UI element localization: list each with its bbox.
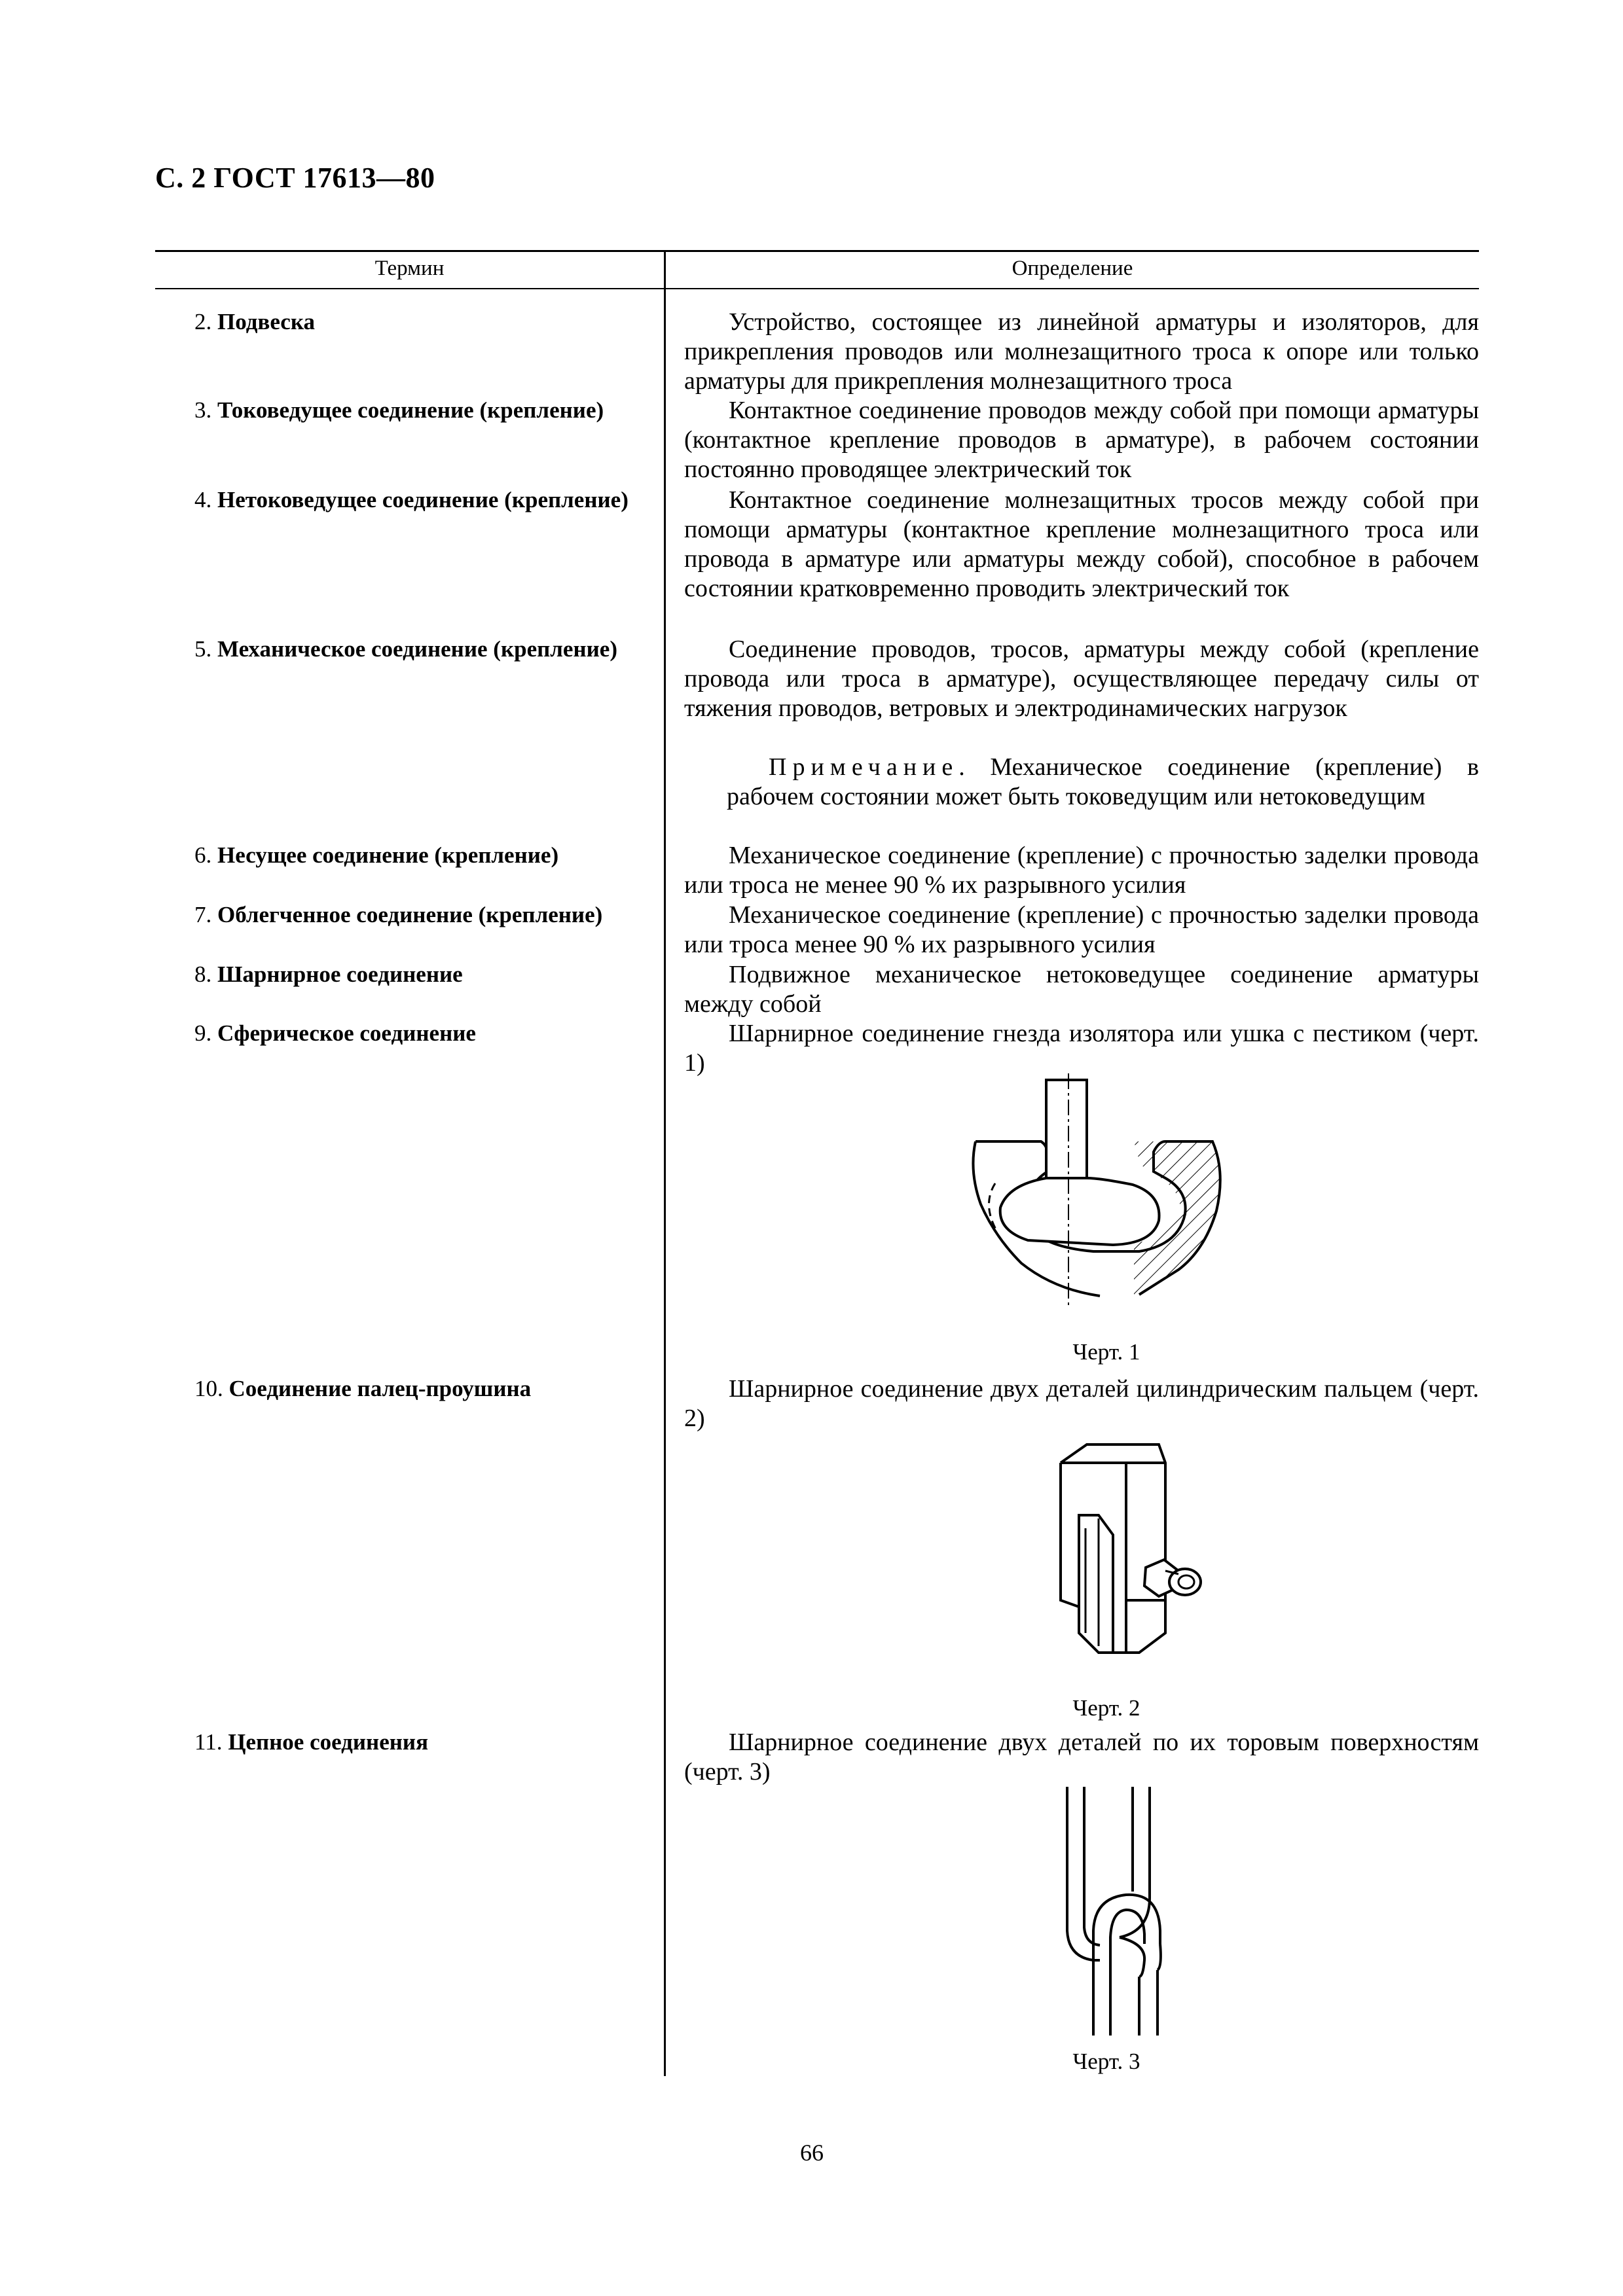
term-7: 7. Облегченное соединение (крепление) (194, 902, 603, 927)
term-11: 11. Цепное соединения (194, 1729, 429, 1755)
figure-2-caption: Черт. 2 (1072, 1695, 1140, 1721)
column-header-definition: Определение (1012, 257, 1133, 280)
definition-5: Соединение проводов, тросов, арматуры между собой (крепление провода или троса в арматуре), осуществляющее передачу силы от тяжения проводов, ветровых и электродинамических нагрузок (684, 636, 1479, 722)
definition-7: Механическое соединение (крепление) с прочностью заделки провода или троса менее 90 % их разрывного усилия (684, 901, 1479, 958)
definition-6: Механическое соединение (крепление) с прочностью заделки провода или троса не менее 90 % их разрывного усилия (684, 842, 1479, 899)
term-6: 6. Несущее соединение (крепление) (194, 842, 559, 868)
term-3: 3. Токоведущее соединение (крепление) (194, 397, 604, 423)
definition-9: Шарнирное соединение гнезда изолятора или ушка с пестиком (черт. 1) (684, 1020, 1479, 1077)
page-number: 66 (800, 2140, 824, 2166)
chain-link-joint-drawing (1054, 1780, 1185, 2042)
pin-clevis-joint-drawing (1048, 1437, 1205, 1672)
term-4: 4. Нетоковедущее соединение (крепление) (194, 487, 629, 512)
definition-3: Контактное соединение проводов между собой при помощи арматуры (контактное крепление проводов в арматуре), в рабочем состоянии постоянно проводящее электрический ток (684, 397, 1479, 483)
term-2: 2. Подвеска (194, 309, 315, 334)
term-5: 5. Механическое соединение (крепление) (194, 636, 617, 662)
column-divider (664, 250, 666, 2076)
figure-3-caption: Черт. 3 (1072, 2049, 1140, 2074)
definition-2: Устройство, состоящее из линейной арматуры и изоляторов, для прикрепления проводов или молнезащитного троса к опоре или только арматуры для прикрепления молнезащитного троса (684, 308, 1479, 395)
table-top-rule (155, 250, 1479, 252)
ball-socket-joint-drawing (969, 1073, 1231, 1309)
page-header: С. 2 ГОСТ 17613—80 (155, 162, 435, 194)
note-text: . Механическое соединение (крепление) в рабочем состоянии может быть токоведущим или нетоковедущим (727, 753, 1479, 810)
table-header-rule (155, 288, 1479, 289)
term-9: 9. Сферическое соединение (194, 1020, 476, 1046)
definition-8: Подвижное механическое нетоковедущее соединение арматуры между собой (684, 961, 1479, 1018)
term-10: 10. Соединение палец-проушина (194, 1376, 532, 1401)
figure-1-caption: Черт. 1 (1072, 1339, 1140, 1365)
definition-4: Контактное соединение молнезащитных тросов между собой при помощи арматуры (контактное крепление молнезащитного троса или провода в арматуре или арматуры между собой), способное в рабочем состоянии кратковременно проводить электрический ток (684, 486, 1479, 602)
definition-10: Шарнирное соединение двух деталей цилиндрическим пальцем (черт. 2) (684, 1375, 1479, 1432)
term-8: 8. Шарнирное соединение (194, 961, 463, 987)
definition-11: Шарнирное соединение двух деталей по их торовым поверхностям (черт. 3) (684, 1729, 1479, 1785)
note (727, 753, 1479, 812)
column-header-term: Термин (374, 257, 445, 280)
note-label: Примечание (769, 753, 959, 781)
